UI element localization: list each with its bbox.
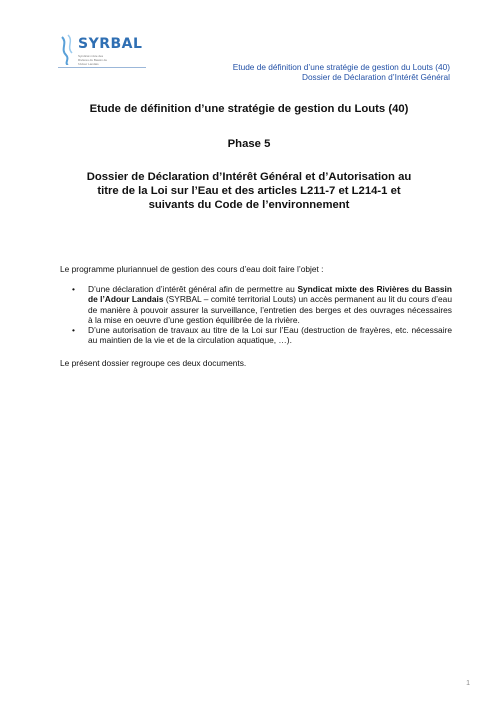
page-number: 1 <box>466 680 470 687</box>
bullet-icon: • <box>72 284 75 294</box>
header-line-2: Dossier de Déclaration d’Intérêt Général <box>301 72 450 82</box>
closing-paragraph: Le présent dossier regroupe ces deux documents. <box>60 358 247 368</box>
bullet-text-bold: Syndicat mixte des Rivières du Bassin de l’Adour Landais <box>88 284 452 305</box>
logo-underline <box>58 67 146 68</box>
bullet-list <box>60 284 452 346</box>
list-item <box>60 325 452 346</box>
document-title: Etude de définition d’une stratégie de gestion du Louts (40) <box>89 103 409 115</box>
logo-tagline: Syndicat mixte des Rivières du Bassin de l'Adour Landais <box>78 54 108 66</box>
syrbal-logo <box>58 33 146 69</box>
logo-wordmark: SYRBAL <box>78 36 143 52</box>
bullet-text-after: (SYRBAL – comité territorial Louts) un accès permanent au lit du cours d’eau de manière à pouvoir assurer la surveillance, l’entretien des berges et des ouvrages nécessaires à la mise en oeuvre d’une gestion équilibrée de la rivière. <box>88 294 453 325</box>
running-header <box>233 62 450 82</box>
list-item <box>60 284 452 325</box>
bullet-text-before: D’une autorisation de travaux au titre de la Loi sur l’Eau (destruction de frayères, etc. nécessaire au maintien de la vie et de la circulation aquatique, …). <box>88 325 452 346</box>
bullet-icon: • <box>72 325 75 336</box>
header-line-1: Etude de définition d’une stratégie de gestion du Louts (40) <box>232 62 450 72</box>
intro-paragraph: Le programme pluriannuel de gestion des cours d’eau doit faire l’objet : <box>60 264 324 274</box>
bullet-text-before: D’une déclaration d’intérêt général afin de permettre au <box>88 284 298 294</box>
logo-wave-icon <box>58 33 78 65</box>
phase-heading: Phase 5 <box>227 138 271 150</box>
document-subtitle: Dossier de Déclaration d’Intérêt Général et d’Autorisation au titre de la Loi sur l’Eau et des articles L211-7 et L214-1 et suivants du Code de l’environnement <box>86 171 412 211</box>
